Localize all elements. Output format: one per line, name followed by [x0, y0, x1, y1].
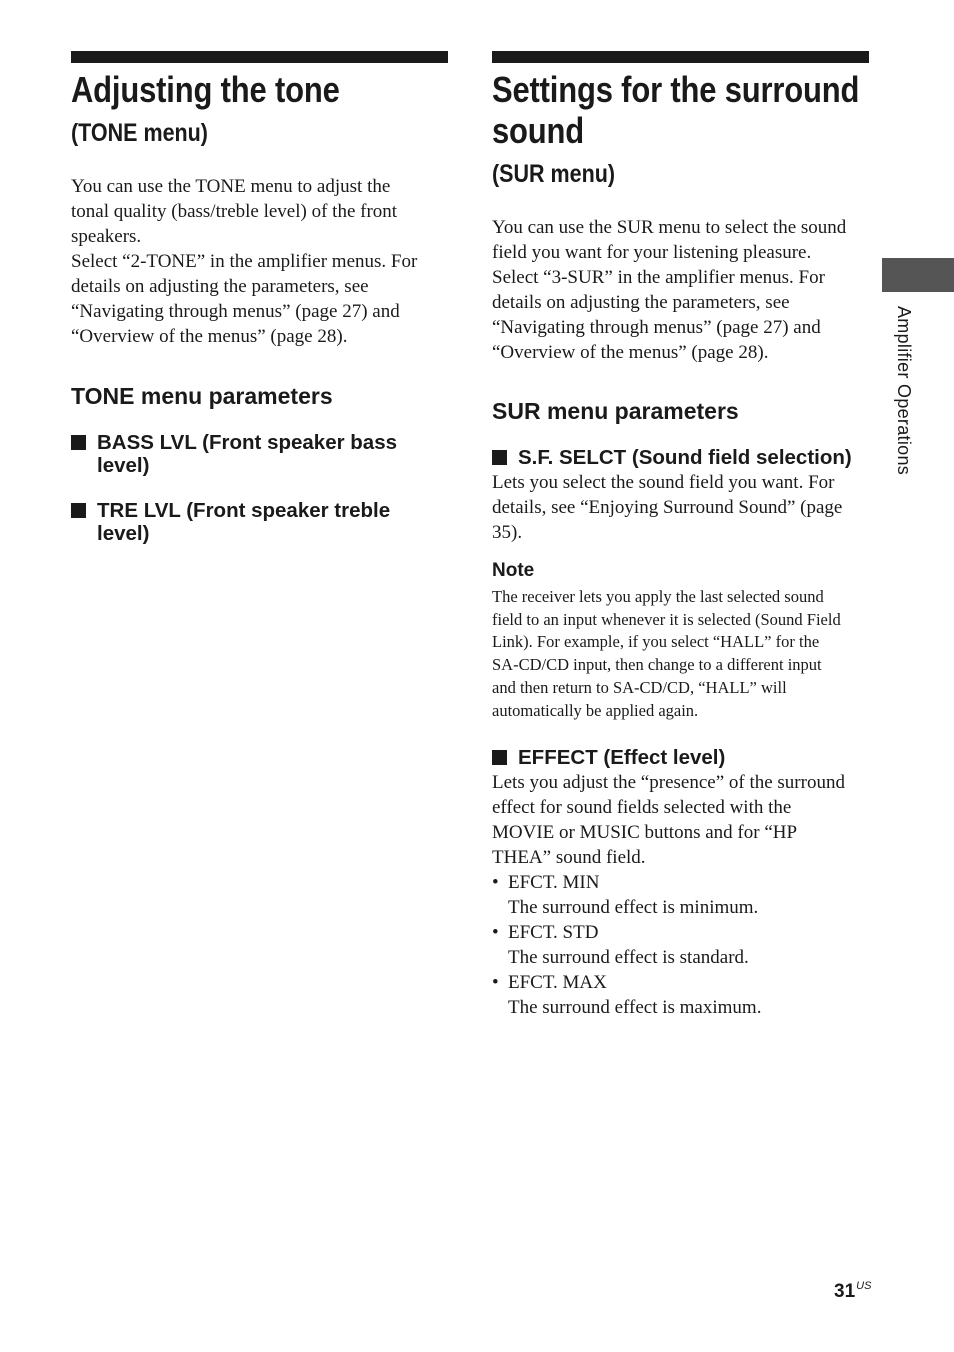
note-heading: Note: [492, 560, 535, 581]
tone-params-heading: TONE menu parameters: [71, 383, 333, 409]
tre-lvl-heading: TRE LVL (Front speaker treble level): [71, 499, 448, 545]
note-body: The receiver lets you apply the last selected sound field to an input whenever it is selected (Sound Field Link). For example, if you select “HALL” for the SA-CD/CD input, then change to a different input and then return to SA-CD/CD, “HALL” will automatically be applied again.: [492, 587, 841, 720]
left-column: [71, 51, 448, 545]
bullet-icon: •: [492, 922, 499, 944]
sur-section-subtitle: (SUR menu): [492, 160, 616, 188]
effect-heading: EFFECT (Effect level): [492, 746, 869, 769]
list-item: • EFCT. MIN The surround effect is minimum.: [492, 872, 759, 919]
square-bullet-icon: [71, 503, 86, 518]
right-column: [492, 51, 869, 1020]
chapter-label: Amplifier Operations: [894, 306, 914, 476]
section-rule: [71, 51, 448, 63]
square-bullet-icon: [71, 435, 86, 450]
effect-options-list: [492, 870, 869, 1020]
list-item: • EFCT. STD The surround effect is standard.: [492, 922, 749, 969]
sur-params-heading: SUR menu parameters: [492, 398, 739, 424]
square-bullet-icon: [492, 450, 507, 465]
section-rule: [492, 51, 869, 63]
tone-section-title: Adjusting the tone: [71, 69, 340, 110]
bullet-icon: •: [492, 872, 499, 894]
square-bullet-icon: [492, 750, 507, 765]
chapter-tab: [882, 258, 954, 292]
tone-intro: You can use the TONE menu to adjust the tonal quality (bass/treble level) of the front speakers. Select “2-TONE” in the amplifier menus. For details on adjusting the parameters, see “Navigating through menus” (page 27) and “Overview of the menus” (page 28).: [71, 176, 418, 347]
bass-lvl-heading: BASS LVL (Front speaker bass level): [71, 431, 448, 477]
sf-selct-body: Lets you select the sound field you want. For details, see “Enjoying Surround Sound” (page 35).: [492, 472, 843, 543]
sf-selct-heading: S.F. SELCT (Sound field selection): [492, 446, 869, 469]
bullet-icon: •: [492, 972, 499, 994]
page-number: $31^{US}$: [834, 1280, 872, 1302]
list-item: • EFCT. MAX The surround effect is maximum.: [492, 972, 762, 1019]
sur-intro: You can use the SUR menu to select the sound field you want for your listening pleasure. Select “3-SUR” in the amplifier menus. For details on adjusting the parameters, see “Navigating through menus” (page 27) and “Overview of the menus” (page 28).: [492, 217, 847, 363]
tone-section-subtitle: (TONE menu): [71, 119, 208, 147]
effect-body: Lets you adjust the “presence” of the surround effect for sound fields selected with the MOVIE or MUSIC buttons and for “HP THEA” sound field.: [492, 772, 845, 869]
sur-section-title: Settings for the surround sound: [492, 69, 860, 151]
